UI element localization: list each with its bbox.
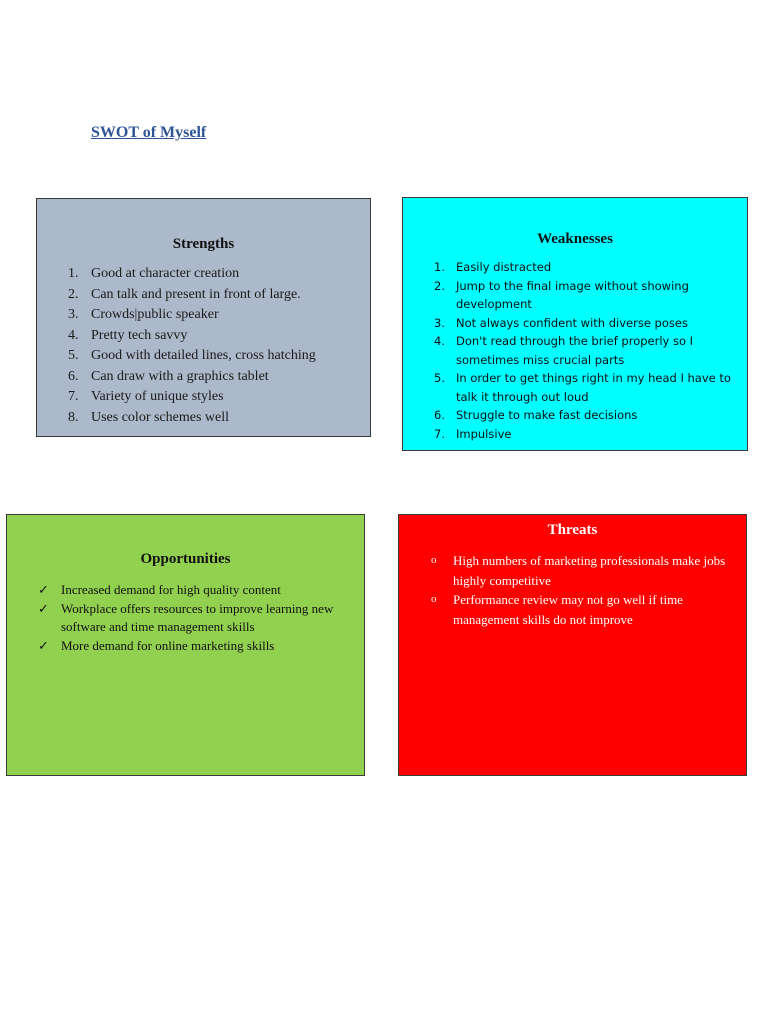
list-item-text: Workplace offers resources to improve learning new software and time management skills (61, 600, 334, 634)
list-item (37, 367, 370, 388)
list-item-text: High numbers of marketing professionals make jobs highly competitive (453, 553, 726, 588)
opportunities-box (6, 514, 365, 776)
list-marker: 8. (68, 409, 79, 425)
list-item (7, 637, 364, 656)
list-item (399, 551, 746, 590)
list-marker: 4. (434, 334, 445, 348)
list-marker: 2. (68, 286, 79, 302)
threats-heading: Threats (547, 522, 598, 538)
list-item-text: Can talk and present in front of large. (91, 286, 301, 302)
list-marker: 7. (68, 389, 79, 404)
list-item-text: Performance review may not go well if time management skills do not improve (453, 592, 683, 627)
list-marker: 6. (434, 408, 445, 422)
circle-bullet-icon: o (431, 593, 437, 605)
list-marker: 2. (434, 278, 445, 293)
strengths-list (37, 264, 370, 428)
list-item-text: Can draw with a graphics tablet (91, 368, 269, 384)
weaknesses-heading: Weaknesses (537, 231, 613, 247)
check-icon: ✓ (38, 637, 49, 653)
list-item (7, 600, 364, 637)
list-marker: 3. (434, 315, 445, 330)
list-item (37, 326, 370, 347)
list-item-text: Variety of unique styles (91, 389, 224, 404)
list-item-text: Pretty tech savvy (91, 327, 188, 343)
list-item-text: Good at character creation (91, 266, 240, 281)
list-item (37, 346, 370, 367)
list-marker: 4. (68, 327, 79, 343)
circle-bullet-icon: o (431, 554, 437, 566)
list-item-text: Good with detailed lines, cross hatching (91, 348, 316, 363)
list-marker: 5. (434, 371, 445, 385)
opportunities-list (7, 581, 364, 655)
list-item-text: Struggle to make fast decisions (456, 408, 638, 422)
list-marker: 1. (434, 260, 445, 274)
check-icon: ✓ (38, 600, 49, 616)
threats-list (399, 551, 746, 629)
list-item-text: Jump to the final image without showing development (456, 278, 689, 311)
opportunities-heading: Opportunities (140, 551, 231, 567)
list-item-text: Impulsive (456, 426, 512, 441)
page-title: SWOT of Myself (91, 124, 207, 141)
strengths-box (36, 198, 371, 437)
list-item (403, 369, 747, 406)
list-item (403, 406, 747, 425)
list-item-text: In order to get things right in my head I have to talk it through out loud (456, 371, 731, 404)
list-item (37, 408, 370, 429)
weaknesses-box (402, 197, 748, 451)
list-marker: 7. (434, 426, 445, 441)
list-item-text: Easily distracted (456, 260, 552, 274)
list-marker: 6. (68, 368, 79, 384)
list-item-text: Crowds|public speaker (91, 307, 219, 322)
list-item (403, 277, 747, 314)
list-item-text: Not always confident with diverse poses (456, 315, 688, 330)
list-item (403, 332, 747, 369)
list-item (403, 425, 747, 444)
check-icon: ✓ (38, 582, 49, 597)
list-marker: 1. (68, 266, 79, 281)
list-item (37, 305, 370, 326)
list-item (37, 264, 370, 285)
list-item-text: Increased demand for high quality content (61, 582, 281, 597)
list-item-text: Don't read through the brief properly so I sometimes miss crucial parts (456, 334, 694, 367)
weaknesses-list (403, 258, 747, 443)
list-item-text: More demand for online marketing skills (61, 637, 275, 653)
list-item-text: Uses color schemes well (91, 409, 230, 425)
list-item (403, 314, 747, 333)
list-item (37, 387, 370, 408)
list-marker: 3. (68, 307, 79, 322)
list-item (403, 258, 747, 277)
threats-box (398, 514, 747, 776)
list-item (399, 590, 746, 629)
list-marker: 5. (68, 348, 79, 363)
list-item (37, 285, 370, 306)
list-item (7, 581, 364, 600)
strengths-heading: Strengths (172, 236, 235, 252)
